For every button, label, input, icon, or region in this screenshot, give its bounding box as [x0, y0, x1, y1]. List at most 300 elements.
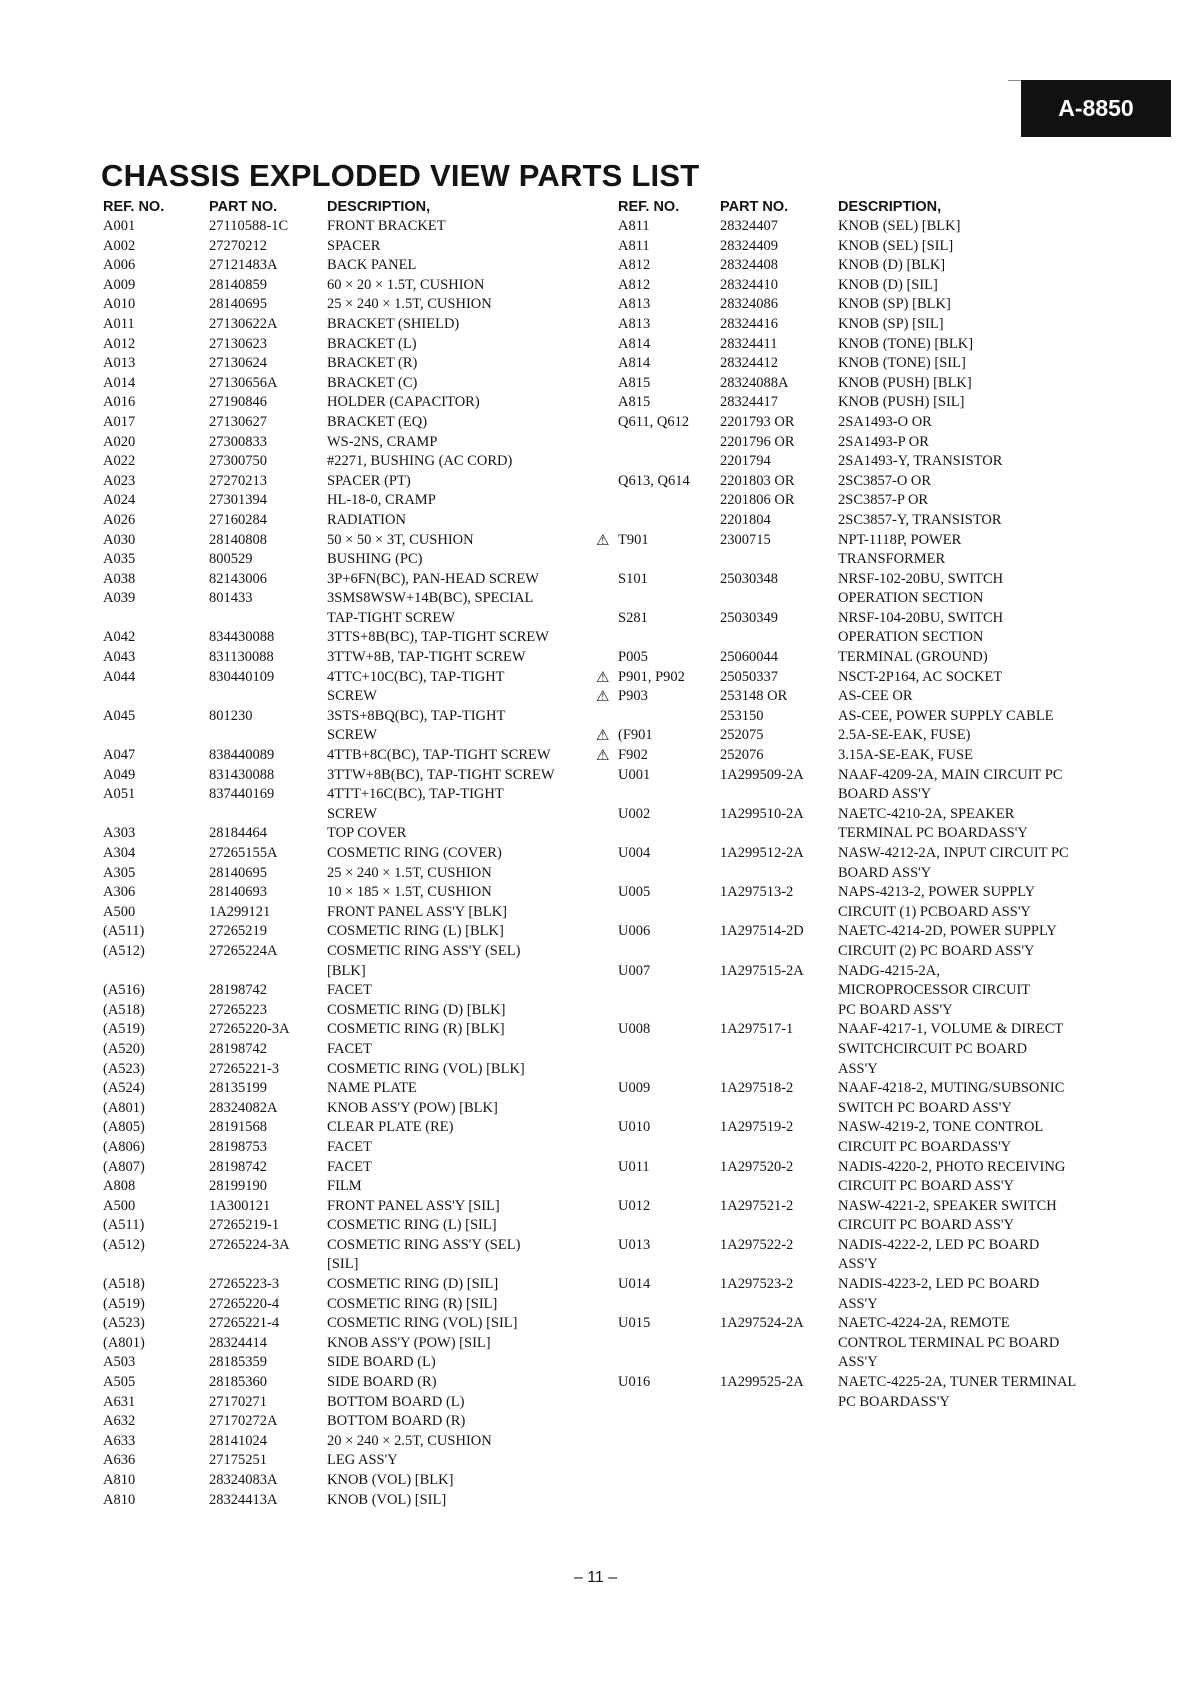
parts-row: [103, 1197, 583, 1217]
part-no-cell: 27265221-4: [209, 1315, 280, 1332]
part-no-cell: 1A299525-2A: [720, 1374, 804, 1391]
description-cell: COSMETIC RING (L) [SIL]: [327, 1217, 497, 1234]
part-no-cell: 830440109: [209, 668, 275, 685]
ref-no-cell: A035: [103, 551, 136, 568]
description-cell: KNOB (PUSH) [BLK]: [838, 374, 972, 391]
ref-no-cell: A020: [103, 433, 136, 450]
description-cell: NADG-4215-2A,: [838, 962, 940, 979]
part-no-cell: 27130627: [209, 413, 267, 430]
part-no-cell: 27270212: [209, 237, 267, 254]
part-no-cell: 27265219: [209, 923, 267, 940]
parts-row: [103, 1295, 583, 1315]
ref-no-cell: [618, 589, 720, 609]
parts-row: [103, 1412, 583, 1432]
description-cell: COSMETIC RING (D) [BLK]: [327, 1001, 506, 1018]
parts-row: [103, 1177, 583, 1197]
part-no-cell: 27175251: [209, 1452, 267, 1469]
ref-no-cell: A026: [103, 511, 136, 528]
parts-row: [103, 824, 583, 844]
parts-row: [103, 805, 583, 825]
part-no-cell: 27265224A: [209, 942, 278, 959]
description-cell: KNOB (SP) [SIL]: [838, 315, 944, 332]
ref-no-cell: U009: [618, 1080, 651, 1097]
parts-row: [618, 1158, 1098, 1178]
description-cell: TOP COVER: [327, 825, 407, 842]
ref-no-cell: A039: [103, 590, 136, 607]
description-cell: PC BOARDASS'Y: [838, 1393, 950, 1410]
parts-row: [618, 335, 1098, 355]
ref-no-cell: A808: [103, 1178, 136, 1195]
part-no-cell: [720, 589, 838, 609]
parts-row: [618, 648, 1098, 668]
parts-row: [103, 844, 583, 864]
part-no-cell: 28324417: [720, 394, 778, 411]
left-parts-column: [103, 197, 583, 1510]
ref-no-cell: (F901 ⚠: [596, 726, 653, 745]
parts-row: [103, 570, 583, 590]
parts-row: [103, 981, 583, 1001]
parts-row: [103, 1432, 583, 1452]
parts-row: [618, 922, 1098, 942]
description-cell: 2SA1493-P OR: [838, 433, 929, 450]
ref-no-cell: (A516): [103, 982, 145, 999]
part-no-cell: [720, 785, 838, 805]
ref-no-cell: U005: [618, 884, 651, 901]
description-cell: CIRCUIT (2) PC BOARD ASS'Y: [838, 942, 1035, 959]
parts-row: [103, 1334, 583, 1354]
ref-no-cell: A810: [103, 1472, 136, 1488]
description-cell: BUSHING (PC): [327, 551, 423, 568]
ref-no-cell: T901 ⚠: [596, 530, 649, 549]
part-no-cell: 28324412: [720, 355, 778, 372]
parts-row: [618, 1275, 1098, 1295]
description-cell: 4TTB+8C(BC), TAP-TIGHT SCREW: [327, 747, 551, 764]
ref-no-cell: U016: [618, 1374, 651, 1391]
ref-no-cell: (A805): [103, 1119, 145, 1136]
part-no-cell: 28324086: [720, 296, 778, 313]
description-cell: NASW-4219-2, TONE CONTROL: [838, 1119, 1044, 1136]
parts-row: [103, 511, 583, 531]
description-cell: ASS'Y: [838, 1256, 878, 1273]
parts-row: [618, 1216, 1098, 1236]
parts-row: [618, 903, 1098, 923]
right-table-header: [618, 197, 1098, 217]
ref-no-cell: U006: [618, 923, 651, 940]
ref-no-cell: A030: [103, 531, 136, 548]
part-no-cell: 28185359: [209, 1354, 267, 1371]
parts-row: [618, 1020, 1098, 1040]
description-cell: NAAF-4218-2, MUTING/SUBSONIC: [838, 1080, 1065, 1097]
part-no-cell: 27265219-1: [209, 1217, 280, 1234]
parts-row: [103, 942, 583, 962]
part-no-cell: 28185360: [209, 1374, 267, 1391]
description-cell: BRACKET (C): [327, 374, 418, 391]
ref-no-cell: [618, 1353, 720, 1373]
part-no-header: PART NO.: [720, 199, 789, 215]
ref-no-cell: [618, 1393, 720, 1413]
ref-no-cell: A811: [618, 218, 650, 234]
ref-no-cell: A633: [103, 1432, 136, 1449]
parts-row: [618, 1334, 1098, 1354]
parts-row: [618, 883, 1098, 903]
parts-row: [103, 1216, 583, 1236]
ref-no-cell: A042: [103, 629, 136, 646]
parts-row: [103, 668, 583, 688]
part-no-cell: 25050337: [720, 668, 778, 685]
part-no-cell: 27170271: [209, 1393, 267, 1410]
part-no-cell: 28198742: [209, 982, 267, 999]
part-no-cell: 1A299509-2A: [720, 766, 804, 783]
parts-row: [618, 276, 1098, 296]
description-cell: 2SA1493-Y, TRANSISTOR: [838, 453, 1003, 470]
ref-no-cell: P005: [618, 649, 648, 666]
description-cell: 3P+6FN(BC), PAN-HEAD SCREW: [327, 570, 539, 587]
parts-row: [618, 707, 1098, 727]
parts-row: [103, 1255, 583, 1275]
part-no-cell: 1A299512-2A: [720, 845, 804, 861]
parts-row: [103, 217, 583, 237]
parts-row: [618, 864, 1098, 884]
description-cell: 25 × 240 × 1.5T, CUSHION: [327, 296, 492, 313]
description-cell: KNOB (SEL) [SIL]: [838, 237, 954, 254]
ref-no-cell: A631: [103, 1393, 136, 1410]
ref-no-cell: A812: [618, 276, 651, 293]
ref-no-cell: [618, 1216, 720, 1236]
description-cell: KNOB (TONE) [BLK]: [838, 335, 974, 352]
parts-row: [103, 1373, 583, 1393]
parts-row: [618, 1040, 1098, 1060]
part-no-cell: 27265220-3A: [209, 1021, 290, 1038]
part-no-cell: 27170272A: [209, 1413, 278, 1430]
part-no-cell: 831130088: [209, 649, 274, 666]
description-cell: COSMETIC RING (D) [SIL]: [327, 1276, 499, 1293]
description-cell: NRSF-104-20BU, SWITCH: [838, 609, 1004, 626]
ref-no-cell: (A801): [103, 1099, 145, 1116]
part-no-cell: 28324083A: [209, 1472, 278, 1488]
description-cell: 25 × 240 × 1.5T, CUSHION: [327, 864, 492, 881]
description-cell: CIRCUIT PC BOARD ASS'Y: [838, 1178, 1014, 1195]
part-no-cell: 28324088A: [720, 374, 789, 391]
parts-row: [618, 962, 1098, 982]
parts-row: [103, 413, 583, 433]
part-no-cell: 82143006: [209, 570, 267, 587]
part-no-cell: 27130622A: [209, 315, 278, 332]
ref-no-cell: A815: [618, 394, 651, 411]
ref-no-cell: A810: [103, 1491, 136, 1508]
parts-row: [103, 883, 583, 903]
description-cell: 4TTT+16C(BC), TAP-TIGHT: [327, 786, 504, 803]
parts-row: [618, 628, 1098, 648]
ref-no-cell: [618, 1255, 720, 1275]
part-no-cell: [209, 805, 327, 825]
ref-no-cell: [103, 962, 209, 982]
description-cell: KNOB ASS'Y (POW) [SIL]: [327, 1334, 491, 1351]
parts-row: [103, 374, 583, 394]
part-no-cell: 28324414: [209, 1334, 267, 1351]
description-cell: FILM: [327, 1178, 362, 1195]
parts-row: [618, 844, 1098, 864]
parts-row: [618, 1393, 1098, 1413]
part-no-cell: 1A300121: [209, 1197, 271, 1214]
part-no-cell: 1A297522-2: [720, 1236, 794, 1253]
description-cell: 3TTS+8B(BC), TAP-TIGHT SCREW: [327, 629, 549, 646]
part-no-cell: 2201806 OR: [720, 492, 795, 509]
ref-no-cell: U002: [618, 805, 651, 822]
part-no-cell: 28324413A: [209, 1491, 278, 1508]
ref-no-cell: A049: [103, 766, 136, 783]
description-cell: CONTROL TERMINAL PC BOARD: [838, 1334, 1060, 1351]
description-cell: 2SC3857-P OR: [838, 492, 929, 509]
parts-row: [103, 452, 583, 472]
description-cell: 50 × 50 × 3T, CUSHION: [327, 531, 474, 548]
part-no-cell: 2300715: [720, 531, 771, 548]
ref-no-cell: A047: [103, 747, 136, 764]
part-no-cell: 1A297518-2: [720, 1080, 794, 1097]
parts-row: [618, 1295, 1098, 1315]
ref-no-cell: A016: [103, 394, 136, 411]
part-no-cell: 28324411: [720, 335, 778, 352]
description-cell: 3.15A-SE-EAK, FUSE: [838, 747, 973, 764]
part-no-cell: 28140808: [209, 531, 267, 548]
part-no-cell: 28324409: [720, 237, 778, 254]
ref-no-cell: [103, 1255, 209, 1275]
part-no-cell: [209, 1255, 327, 1275]
parts-row: [103, 256, 583, 276]
part-no-cell: [209, 726, 327, 746]
parts-row: [103, 864, 583, 884]
description-header: DESCRIPTION,: [327, 199, 431, 215]
description-cell: NADIS-4222-2, LED PC BOARD: [838, 1236, 1040, 1253]
description-cell: NAETC-4224-2A, REMOTE: [838, 1315, 1010, 1332]
description-cell: KNOB (PUSH) [SIL]: [838, 394, 965, 411]
parts-row: [618, 550, 1098, 570]
ref-no-cell: A023: [103, 472, 136, 489]
ref-no-cell: P903 ⚠: [596, 687, 648, 706]
description-cell: NAETC-4225-2A, TUNER TERMINAL: [838, 1374, 1077, 1391]
description-cell: KNOB (VOL) [SIL]: [327, 1491, 447, 1508]
description-cell: COSMETIC RING ASS'Y (SEL): [327, 942, 521, 959]
ref-no-cell: U004: [618, 845, 651, 861]
ref-no-cell: [618, 707, 720, 727]
parts-row: [618, 824, 1098, 844]
parts-row: [103, 648, 583, 668]
parts-row: [618, 1255, 1098, 1275]
parts-row: [618, 1197, 1098, 1217]
ref-no-cell: (A512): [103, 942, 145, 959]
description-cell: COSMETIC RING (VOL) [SIL]: [327, 1315, 518, 1332]
part-no-cell: 1A297513-2: [720, 884, 794, 901]
description-cell: 4TTC+10C(BC), TAP-TIGHT: [327, 668, 505, 685]
ref-no-cell: (A806): [103, 1138, 145, 1155]
description-cell: CLEAR PLATE (RE): [327, 1119, 454, 1136]
parts-row: [618, 452, 1098, 472]
description-cell: KNOB (TONE) [SIL]: [838, 355, 966, 372]
part-no-cell: 27190846: [209, 394, 267, 411]
part-no-cell: 1A297523-2: [720, 1276, 794, 1293]
parts-row: [103, 1393, 583, 1413]
part-no-cell: [720, 550, 838, 570]
ref-no-cell: (A520): [103, 1040, 145, 1057]
part-no-cell: 28324408: [720, 257, 778, 274]
ref-no-cell: [618, 824, 720, 844]
ref-no-cell: [618, 550, 720, 570]
part-no-cell: 27270213: [209, 472, 267, 489]
ref-no-cell: F902 ⚠: [596, 746, 648, 765]
description-cell: SWITCH PC BOARD ASS'Y: [838, 1099, 1012, 1116]
ref-no-cell: (A519): [103, 1021, 145, 1038]
part-no-cell: 1A297514-2D: [720, 923, 804, 940]
ref-no-cell: [618, 1177, 720, 1197]
ref-no-cell: U008: [618, 1021, 651, 1038]
parts-row: [103, 687, 583, 707]
part-no-cell: 25030348: [720, 570, 778, 587]
parts-row: [618, 981, 1098, 1001]
description-cell: ASS'Y: [838, 1354, 878, 1371]
description-cell: SIDE BOARD (R): [327, 1374, 437, 1391]
part-no-cell: 1A297521-2: [720, 1197, 794, 1214]
right-rows: [596, 217, 1098, 1412]
description-cell: FACET: [327, 982, 372, 999]
part-no-cell: 28324410: [720, 276, 778, 293]
part-no-cell: [720, 903, 838, 923]
part-no-cell: 27121483A: [209, 257, 278, 274]
ref-no-cell: U012: [618, 1197, 651, 1214]
ref-no-cell: A017: [103, 413, 136, 430]
parts-row: [618, 295, 1098, 315]
parts-row: [596, 687, 1098, 707]
description-cell: COSMETIC RING ASS'Y (SEL): [327, 1236, 521, 1253]
part-no-cell: 252076: [720, 747, 764, 764]
parts-row: [103, 1099, 583, 1119]
description-cell: OPERATION SECTION: [838, 590, 984, 607]
parts-row: [618, 589, 1098, 609]
part-no-cell: [209, 609, 327, 629]
description-cell: CIRCUIT PC BOARD ASS'Y: [838, 1217, 1014, 1234]
description-cell: TAP-TIGHT SCREW: [327, 609, 455, 626]
part-no-cell: [720, 1334, 838, 1354]
description-cell: FRONT BRACKET: [327, 218, 446, 234]
ref-no-cell: [103, 687, 209, 707]
ref-no-cell: [618, 491, 720, 511]
ref-no-cell: (A518): [103, 1001, 145, 1018]
parts-row: [103, 785, 583, 805]
description-cell: FRONT PANEL ASS'Y [SIL]: [327, 1197, 500, 1214]
part-no-cell: 27265224-3A: [209, 1236, 290, 1253]
part-no-cell: 27160284: [209, 511, 267, 528]
ref-no-cell: A014: [103, 374, 136, 391]
part-no-cell: [720, 1001, 838, 1021]
part-no-cell: 837440169: [209, 786, 275, 803]
parts-row: [103, 550, 583, 570]
part-no-cell: 27130624: [209, 355, 267, 372]
parts-row: [618, 1079, 1098, 1099]
parts-row: [103, 491, 583, 511]
part-no-cell: 252075: [720, 727, 764, 744]
part-no-cell: 27265155A: [209, 845, 278, 861]
parts-row: [103, 1079, 583, 1099]
parts-row: [103, 295, 583, 315]
part-no-cell: [720, 1099, 838, 1119]
part-no-cell: 253150: [720, 707, 764, 724]
description-cell: 60 × 20 × 1.5T, CUSHION: [327, 276, 485, 293]
parts-row: [596, 726, 1098, 746]
ref-no-cell: U011: [618, 1158, 650, 1175]
parts-row: [596, 667, 1098, 688]
parts-row: [103, 1275, 583, 1295]
part-no-cell: 25060044: [720, 649, 778, 666]
description-cell: NSCT-2P164, AC SOCKET: [838, 668, 1003, 685]
part-no-cell: [720, 1040, 838, 1060]
ref-no-cell: A304: [103, 845, 136, 861]
part-no-cell: 28191568: [209, 1119, 267, 1136]
ref-no-cell: [618, 452, 720, 472]
part-no-cell: 2201796 OR: [720, 433, 795, 450]
ref-no-cell: A636: [103, 1452, 136, 1469]
parts-row: [618, 1060, 1098, 1080]
description-cell: BRACKET (R): [327, 355, 418, 372]
description-cell: BRACKET (L): [327, 335, 417, 352]
part-no-cell: [209, 962, 327, 982]
ref-no-cell: [618, 628, 720, 648]
part-no-cell: [720, 1138, 838, 1158]
left-table-header: [103, 197, 583, 217]
parts-row: [103, 335, 583, 355]
part-no-cell: [720, 1177, 838, 1197]
description-cell: COSMETIC RING (COVER): [327, 845, 502, 861]
parts-row: [103, 589, 583, 609]
ref-no-cell: A813: [618, 315, 651, 332]
parts-row: [618, 237, 1098, 257]
parts-row: [103, 1118, 583, 1138]
description-cell: ASS'Y: [838, 1295, 878, 1312]
safety-warning-icon: ⚠: [596, 687, 610, 706]
parts-row: [618, 609, 1098, 629]
description-cell: NASW-4221-2, SPEAKER SWITCH: [838, 1197, 1057, 1214]
ref-no-cell: U013: [618, 1236, 651, 1253]
ref-no-cell: [618, 433, 720, 453]
description-cell: TERMINAL PC BOARDASS'Y: [838, 825, 1028, 842]
ref-no-cell: A024: [103, 492, 136, 509]
description-cell: KNOB (VOL) [BLK]: [327, 1472, 454, 1488]
ref-no-cell: (A512): [103, 1236, 145, 1253]
parts-row: [618, 1236, 1098, 1256]
part-no-cell: [720, 1353, 838, 1373]
description-cell: RADIATION: [327, 511, 406, 528]
description-cell: #2271, BUSHING (AC CORD): [327, 453, 513, 470]
ref-no-cell: S101: [618, 570, 648, 587]
part-no-cell: 28135199: [209, 1080, 267, 1097]
part-no-cell: 253148 OR: [720, 688, 788, 705]
description-cell: BRACKET (EQ): [327, 413, 428, 430]
description-cell: 2SC3857-Y, TRANSISTOR: [838, 511, 1002, 528]
part-no-cell: 28324407: [720, 218, 778, 234]
description-cell: WS-2NS, CRAMP: [327, 433, 438, 450]
part-no-cell: [720, 1393, 838, 1413]
part-no-cell: 27130656A: [209, 374, 278, 391]
ref-no-cell: A038: [103, 570, 136, 587]
part-no-cell: 28140695: [209, 864, 267, 881]
description-cell: COSMETIC RING (L) [BLK]: [327, 923, 504, 940]
ref-no-cell: A815: [618, 374, 651, 391]
parts-row: [103, 1138, 583, 1158]
parts-row: [618, 393, 1098, 413]
description-cell: COSMETIC RING (R) [BLK]: [327, 1021, 505, 1038]
parts-row: [618, 511, 1098, 531]
ref-no-cell: A043: [103, 649, 136, 666]
description-cell: SCREW: [327, 727, 377, 744]
ref-no-cell: P901, P902 ⚠: [596, 667, 685, 686]
parts-row: [103, 922, 583, 942]
